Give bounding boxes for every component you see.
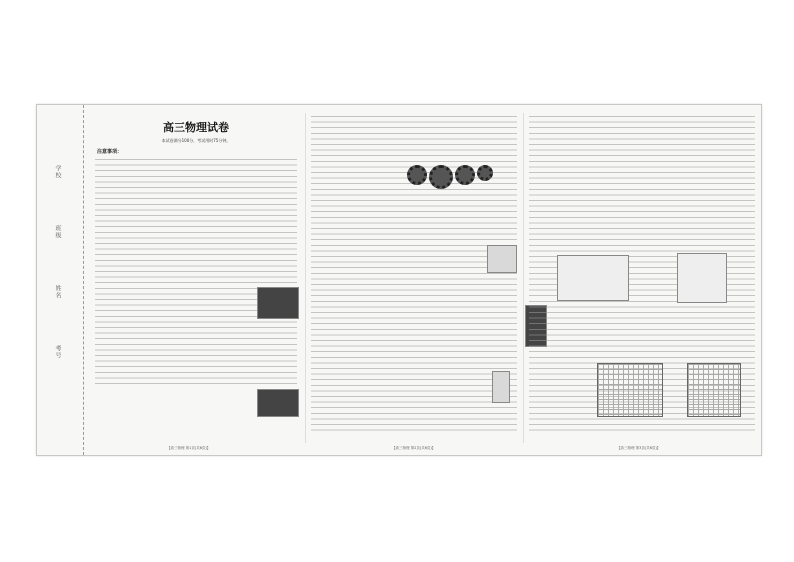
figure-gears	[407, 165, 493, 189]
binding-margin	[37, 105, 84, 455]
binding-label-class: 班级	[54, 225, 61, 239]
figure-incline	[557, 255, 629, 301]
binding-label-school: 学校	[54, 165, 61, 179]
gear-icon	[455, 165, 475, 185]
page-1-text-block	[95, 156, 297, 386]
exam-title: 高三物理试卷	[163, 121, 229, 134]
figure-spring	[492, 371, 510, 403]
page-2-text-block	[311, 113, 517, 433]
figure-graph	[677, 253, 727, 303]
exam-sheet	[36, 104, 762, 456]
figure-diagram-1	[487, 245, 517, 273]
gear-icon	[407, 165, 427, 185]
figure-photo-2	[257, 389, 299, 417]
page-1-footer: 【高三物理 第1页(共6页)】	[167, 446, 211, 450]
notes-heading: 注意事项：	[97, 149, 123, 155]
page-3-footer: 【高三物理 第3页(共6页)】	[617, 446, 661, 450]
binding-label-name: 姓名	[54, 285, 61, 299]
page-divider	[305, 113, 306, 443]
exam-subtitle: 本试卷满分100分，考试用时75分钟。	[161, 138, 231, 143]
figure-grid-2	[687, 363, 741, 417]
page-2-footer: 【高三物理 第2页(共6页)】	[392, 446, 436, 450]
figure-grid-1	[597, 363, 663, 417]
gear-icon	[429, 165, 453, 189]
page-divider	[523, 113, 524, 443]
page-2	[311, 113, 517, 439]
figure-photo-1	[257, 287, 299, 319]
binding-label-id: 考号	[54, 345, 61, 359]
gear-icon	[477, 165, 493, 181]
